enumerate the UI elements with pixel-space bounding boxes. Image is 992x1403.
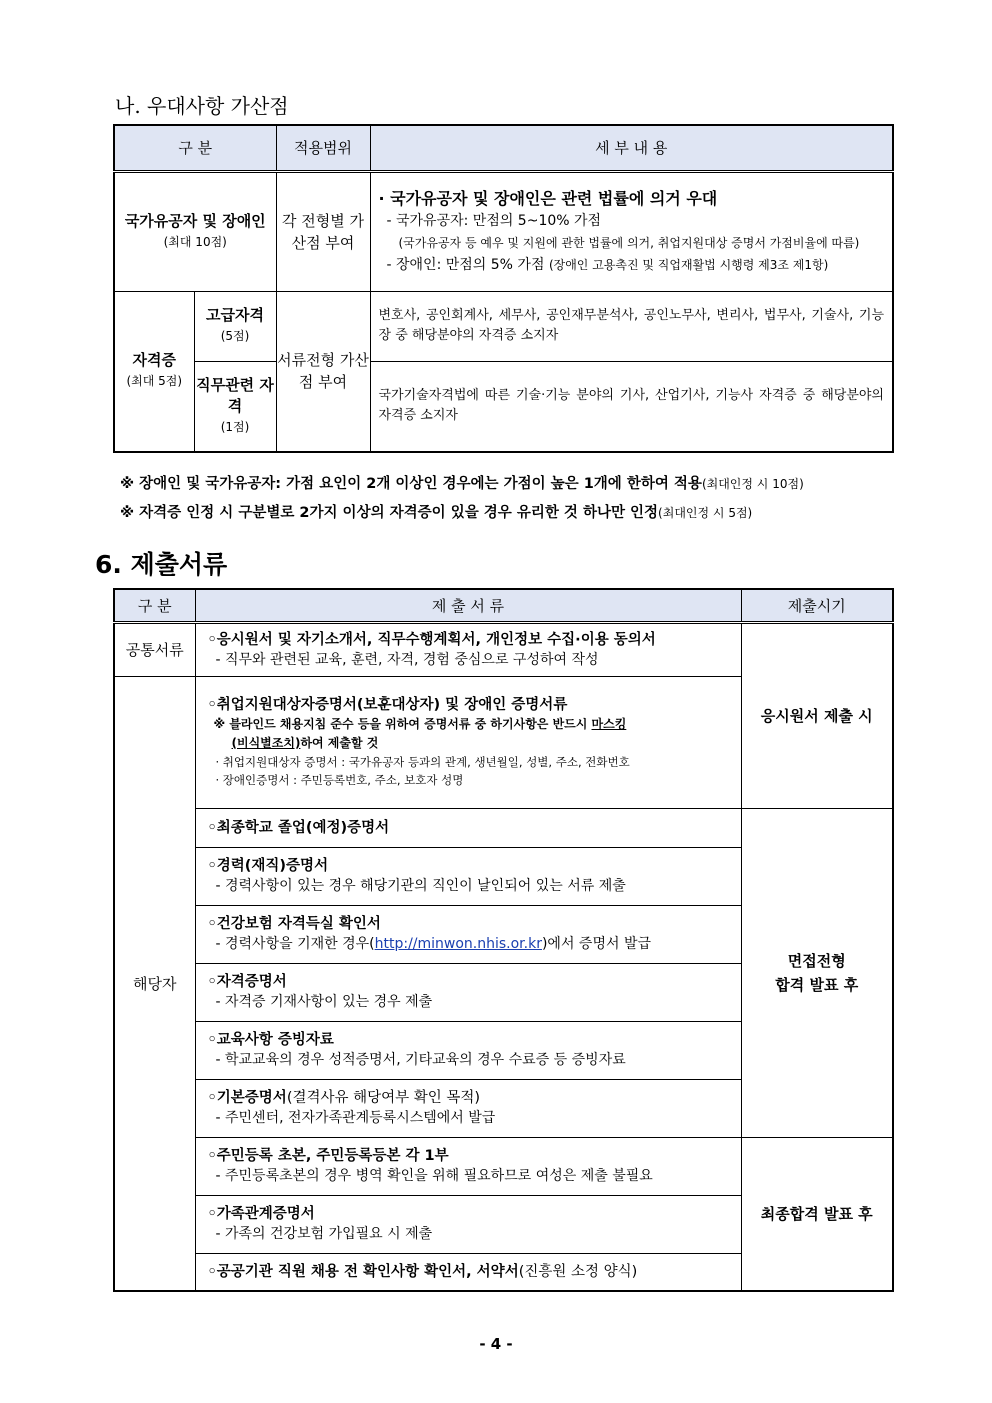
doc-license: ◦자격증명서 - 자격증 기재사항이 있는 경우 제출 [195, 963, 741, 1021]
doc-health-insurance: ◦건강보험 자격득실 확인서 - 경력사항을 기재한 경우(http://minwon.nhis.or.kr)에서 증명서 발급 [195, 905, 741, 963]
note-veteran: ※ 장애인 및 국가유공자: 가점 요인이 2개 이상인 경우에는 가점이 높은 1개에 한하여 적용(최대인정 시 10점) [120, 476, 804, 492]
submission-docs-table [113, 588, 894, 1292]
header-docs: 제 출 서 류 [195, 589, 741, 622]
applicable-label: 해당자 [114, 676, 195, 1291]
veteran-scope: 각 전형별 가산점 부여 [276, 171, 370, 291]
veteran-detail: · 국가유공자 및 장애인은 관련 법률에 의거 우대 - 국가유공자: 만점의 5~10% 가점 (국가유공자 등 예우 및 지원에 관한 법률에 의거, 취업지원대상 증명서 가점비율에 따름) - 장애인: 만점의 5% 가점 (장애인 고용촉진 및 직업재활법 시행령 제3조 제1항) [370, 171, 893, 291]
cert-category: 자격증 (최대 5점) [114, 291, 194, 452]
common-docs-label: 공통서류 [114, 622, 195, 676]
doc-pledge: ◦공공기관 직원 채용 전 확인사항 확인서, 서약서(진흥원 소정 양식) [195, 1253, 741, 1291]
cert-related-detail: 국가기술자격법에 따른 기술·기능 분야의 기사, 산업기사, 기능사 자격증 중 해당분야의 자격증 소지자 [370, 361, 893, 452]
doc-family: ◦가족관계증명서 - 가족의 건강보험 가입필요 시 제출 [195, 1195, 741, 1253]
doc-veteran: ◦취업지원대상자증명서(보훈대상자) 및 장애인 증명서류 ※ 블라인드 채용지침 준수 등을 위하여 증명서류 중 하기사항은 반드시 마스킹 (비식별조치)하여 제출할 것 · 취업지원대상자 증명서 : 국가유공자 등과의 관계, 생년월일, 성별, 주소, 전화번호 · 장애인증명서 : 주민등록번호, 주소, 보호자 성명 [195, 676, 741, 808]
timing-interview: 면접전형 합격 발표 후 [741, 808, 893, 1137]
page-number: - 4 - [479, 1335, 513, 1353]
veteran-category: 국가유공자 및 장애인 (최대 10점) [114, 171, 276, 291]
timing-final: 최종합격 발표 후 [741, 1137, 893, 1291]
header-timing: 제출시기 [741, 589, 893, 622]
doc-common: ◦응시원서 및 자기소개서, 직무수행계획서, 개인정보 수집·이용 동의서 - 직무와 관련된 교육, 훈련, 자격, 경험 중심으로 구성하여 작성 [195, 622, 741, 676]
doc-career: ◦경력(재직)증명서 - 경력사항이 있는 경우 해당기관의 직인이 날인되어 있는 서류 제출 [195, 847, 741, 905]
cert-scope: 서류전형 가산점 부여 [276, 291, 370, 452]
doc-resident: ◦주민등록 초본, 주민등록등본 각 1부 - 주민등록초본의 경우 병역 확인을 위해 필요하므로 여성은 제출 불필요 [195, 1137, 741, 1195]
cert-related: 직무관련 자격 (1점) [194, 361, 276, 452]
header-doc-category: 구 분 [114, 589, 195, 622]
header-scope: 적용범위 [276, 125, 370, 171]
section-subheading: 나. 우대사항 가산점 [115, 94, 289, 118]
bonus-points-table [113, 124, 894, 453]
doc-education: ◦교육사항 증빙자료 - 학교교육의 경우 성적증명서, 기타교육의 경우 수료증 등 증빙자료 [195, 1021, 741, 1079]
doc-basic-cert: ◦기본증명서(결격사유 해당여부 확인 목적) - 주민센터, 전자가족관계등록시스템에서 발급 [195, 1079, 741, 1137]
header-category: 구 분 [114, 125, 276, 171]
cert-advanced: 고급자격 (5점) [194, 291, 276, 361]
header-detail: 세 부 내 용 [370, 125, 893, 171]
cert-advanced-detail: 변호사, 공인회계사, 세무사, 공인재무분석사, 공인노무사, 변리사, 법무사, 기술사, 기능장 중 해당분야의 자격증 소지자 [370, 291, 893, 361]
timing-application: 응시원서 제출 시 [741, 622, 893, 808]
nhis-link[interactable]: http://minwon.nhis.or.kr [374, 936, 542, 952]
section-title: 6. 제출서류 [95, 550, 228, 579]
note-cert: ※ 자격증 인정 시 구분별로 2가지 이상의 자격증이 있을 경우 유리한 것 하나만 인정(최대인정 시 5점) [120, 505, 753, 521]
doc-graduation: ◦최종학교 졸업(예정)증명서 [195, 808, 741, 847]
